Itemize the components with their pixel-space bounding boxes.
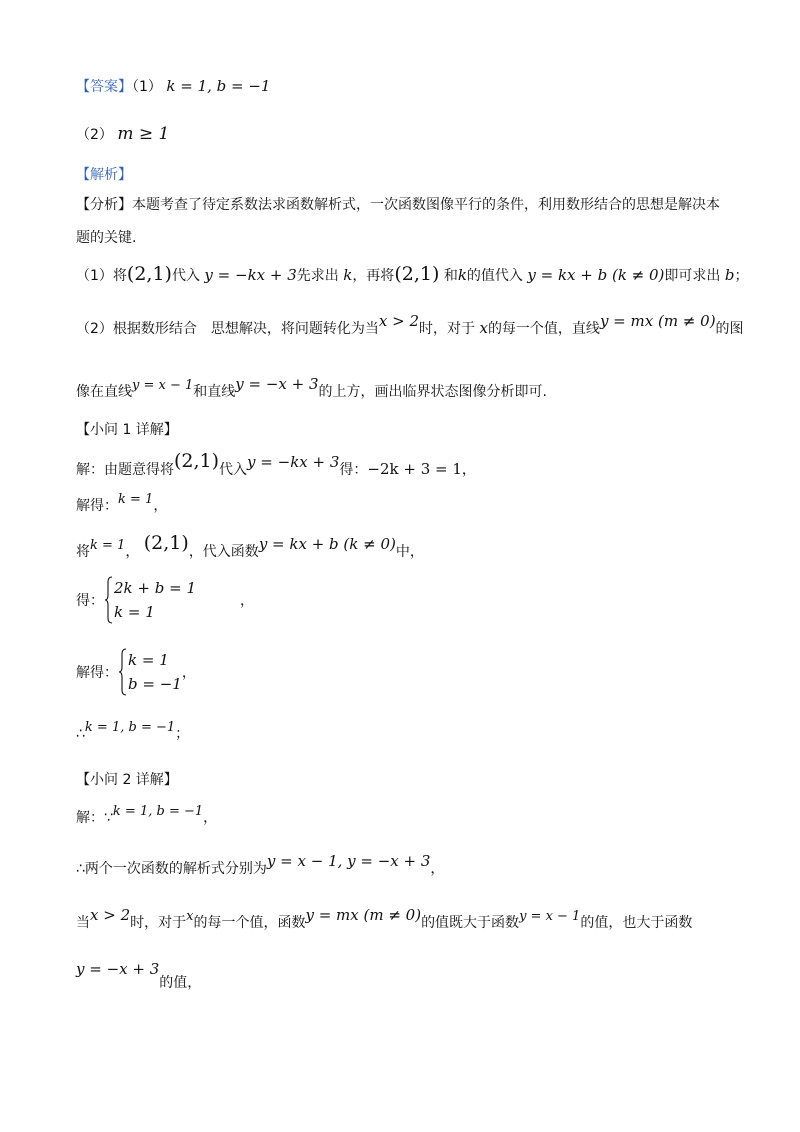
system-eq-b: b = −1 <box>128 675 182 693</box>
q1-text: ， <box>125 544 140 560</box>
q1-k-result: k = 1 <box>118 492 154 507</box>
q2-tag: 【小问 2 详解】 <box>76 772 178 788</box>
step1-eq2: y = kx + b (k ≠ 0) <box>527 266 665 284</box>
q1-text: ， <box>240 593 254 609</box>
step1-text: ； <box>734 268 749 284</box>
q2-text: 的每一个值，函数 <box>193 915 306 931</box>
q1-text: 将 <box>76 544 90 560</box>
q1-conclusion <box>76 720 190 745</box>
step1-text: 的值代入 <box>466 268 523 284</box>
q1-text: 解得： <box>76 498 118 514</box>
q2-text: 解：∵ <box>76 810 113 826</box>
q1-conclusion-expr: k = 1, b = −1 <box>84 720 176 735</box>
answer-part1-label: （1） <box>132 79 162 95</box>
step2-text: 像在直线 <box>76 384 132 400</box>
analysis-step-1 <box>76 264 748 286</box>
q2-text: ∴两个一次函数的解析式分别为 <box>76 861 267 877</box>
answer-part2-expr: m ≥ 1 <box>117 124 170 144</box>
q1-text: 得： <box>339 462 368 478</box>
q2-text: ， <box>430 861 445 877</box>
equation-system <box>76 576 254 624</box>
analysis-step-2 <box>76 312 744 339</box>
step2-cond: x > 2 <box>378 312 420 330</box>
step2-eq: y = mx (m ≠ 0) <box>599 312 716 330</box>
step2-label: （2）根据数形结合 思想解决，将问题转化为当 <box>76 321 379 337</box>
q2-line-3 <box>76 906 693 934</box>
q1-k: k = 1 <box>90 538 126 553</box>
q1-line-1 <box>76 450 476 480</box>
q1-text: ， <box>181 665 196 681</box>
step2-eq2: y = −x + 3 <box>235 375 319 393</box>
q1-point: (2,1) <box>174 450 220 472</box>
q2-text: 当 <box>76 915 90 931</box>
answer-tag: 【答案】 <box>76 79 132 95</box>
step2-text: 的上方，画出临界状态图像分析即可. <box>318 384 547 400</box>
q2-line-2 <box>76 852 445 879</box>
fenxi-text-1: 本题考查了待定系数法求函数解析式，一次函数图像平行的条件，利用数形结合的思想是解决本 <box>132 197 720 213</box>
q1-result: −2k + 3 = 1 <box>367 460 462 478</box>
q1-text: 中， <box>395 544 424 560</box>
q1-text: 解：由题意得将 <box>76 462 174 478</box>
q2-text: 的值， <box>159 975 202 991</box>
system-eq-a: k = 1 <box>128 651 169 669</box>
q1-point2: (2,1) <box>143 532 189 554</box>
step1-text: 即可求出 <box>664 268 721 284</box>
step1-point: (2,1) <box>126 263 172 285</box>
step1-text: 代入 <box>171 268 200 284</box>
answer-line-2 <box>76 124 169 145</box>
step2-eq1: y = x − 1 <box>132 378 194 393</box>
q1-text: 得： <box>76 593 104 609</box>
step1-text: 先求出 <box>296 268 339 284</box>
q1-text: 代入 <box>219 462 248 478</box>
q1-eq2: y = kx + b (k ≠ 0) <box>258 535 396 553</box>
q2-eq3: y = −x + 3 <box>76 960 160 978</box>
q2-expr: k = 1, b = −1 <box>112 804 204 819</box>
answer-part2-label: （2） <box>76 127 113 143</box>
system-eq-b: k = 1 <box>114 603 155 621</box>
step2-text: 的每一个值，直线 <box>487 321 600 337</box>
q2-x: x <box>186 909 194 924</box>
step1-text: 和 <box>443 268 458 284</box>
step1-b: b <box>724 266 735 284</box>
left-brace-icon <box>118 648 128 696</box>
analysis-tag: 【解析】 <box>76 167 132 183</box>
therefore-symbol: ∴ <box>76 726 85 742</box>
q1-line-3 <box>76 532 424 563</box>
system-eq-a: 2k + b = 1 <box>114 579 196 597</box>
step2-text: 和直线 <box>193 384 236 400</box>
q1-tag: 【小问 1 详解】 <box>76 422 178 438</box>
q2-eq: y = mx (m ≠ 0) <box>305 906 422 924</box>
q1-line-2 <box>76 492 168 517</box>
fenxi-line-2: 题的关键. <box>76 230 137 246</box>
step2-x: x <box>479 319 488 337</box>
step1-k2: k <box>457 266 467 284</box>
step1-text: ，再将 <box>352 268 395 284</box>
equation-system <box>76 648 196 696</box>
q2-text: 的值，也大于函数 <box>580 915 693 931</box>
q1-text: ， <box>461 462 476 478</box>
step1-point2: (2,1) <box>394 263 440 285</box>
q1-text: ， <box>153 498 168 514</box>
q2-line-1 <box>76 804 218 829</box>
q1-system-2 <box>76 648 196 696</box>
q1-text: 解得： <box>76 665 118 681</box>
answer-line-1 <box>76 76 270 97</box>
q2-text: 时，对于 <box>130 915 187 931</box>
q1-eq: y = −kx + 3 <box>247 453 340 471</box>
q1-system-1 <box>76 576 254 624</box>
step1-eq1: y = −kx + 3 <box>204 266 297 284</box>
fenxi-tag: 【分析】 <box>76 197 132 213</box>
fenxi-line-1 <box>76 195 720 215</box>
analysis-step-2-cont <box>76 375 547 403</box>
q2-functions: y = x − 1, y = −x + 3 <box>266 852 431 870</box>
step2-text: 的图 <box>715 321 744 337</box>
q2-eq2: y = x − 1 <box>519 909 581 924</box>
step1-label: （1）将 <box>76 268 127 284</box>
answer-part1-expr: k = 1, b = −1 <box>166 77 271 95</box>
q1-text: ，代入函数 <box>188 544 259 560</box>
q1-text: ； <box>175 726 190 742</box>
q2-line-4 <box>76 960 202 991</box>
q2-cond: x > 2 <box>90 906 131 924</box>
left-brace-icon <box>104 576 114 624</box>
q2-text: 的值既大于函数 <box>421 915 520 931</box>
q2-text: ， <box>203 810 218 826</box>
step1-k: k <box>343 266 353 284</box>
step2-text: 时，对于 <box>419 321 476 337</box>
